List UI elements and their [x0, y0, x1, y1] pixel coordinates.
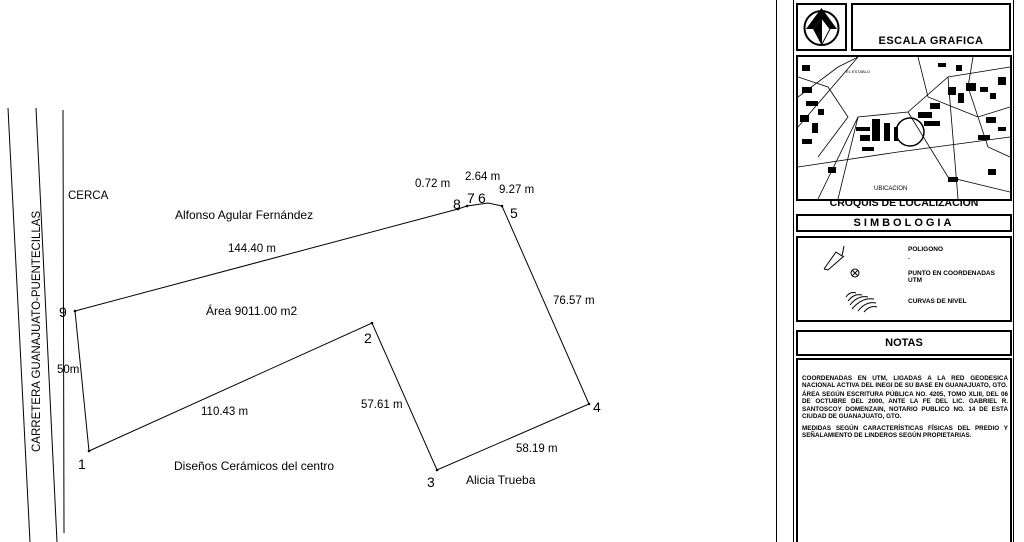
sheet-border: [776, 0, 777, 542]
vertex-label-3: 3: [427, 474, 435, 490]
segment-length-3-4: 58.19 m: [516, 443, 558, 455]
segment-length-9-1: 50m: [57, 364, 80, 376]
fence-label: CERCA: [68, 190, 109, 202]
property-polygon: [75, 203, 589, 470]
legend-label-polygon: POLIGONO: [908, 246, 944, 253]
note-coordinates: COORDENADAS EN UTM, LIGADAS A LA RED GEODESICA NACIONAL ACTIVA DEL INEGI DE SU BASE EN GUANAJUATO, GTO.: [802, 375, 1008, 390]
segment-length-2-3: 57.61 m: [361, 399, 403, 411]
vertex-label-4: 4: [593, 399, 601, 415]
north-arrow-panel: [796, 3, 847, 51]
legend-dot: .: [908, 254, 910, 261]
north-arrow-icon: [798, 5, 845, 49]
segment-length-1-2: 110.43 m: [201, 406, 249, 418]
road-label: CARRETERA GUANAJUATO-PUENTECILLAS: [31, 210, 43, 452]
vertex-label-2: 2: [364, 330, 372, 346]
note-measurements: MEDIDAS SEGÚN CARACTERÍSTICAS FÍSICAS DEL PREDIO Y SEÑALAMIENTO DE LINDEROS SEGÚN PROPIETARIAS.: [802, 425, 1008, 440]
notes-panel: [796, 358, 1012, 542]
vertex-label-7: 7: [467, 190, 475, 206]
location-title: CROQUIS DE LOCALIZACION: [829, 197, 979, 209]
neighbor-north: Alfonso Agular Fernández: [175, 208, 314, 222]
segment-length-5-6: 9.27 m: [499, 184, 535, 196]
symbology-title: SIMBOLOGIA: [853, 217, 955, 229]
area-label: Área 9011.00 m2: [206, 304, 298, 318]
note-area: ÁREA SEGÚN ESCRITURA PÚBLICA NO. 4205, TOMO XLIII, DEL 06 DE OCTUBRE DEL 2000, ANTE LA FE DEL LIC. GABRIEL R. SANTOSCOY DOMENZAIN, NOTARIO PUBLICO NO. 14 DE ESTA CIUDAD DE GUANAJUATO, GTO.: [802, 391, 1008, 421]
neighbor-south: Diseños Cerámicos del centro: [174, 459, 335, 473]
notes-header: [796, 330, 1012, 356]
map-label-establo: EL ESTABLO: [846, 69, 871, 74]
fence-line: [63, 110, 64, 533]
segment-length-8-7: 0.72 m: [415, 178, 451, 190]
location-map: [796, 55, 1012, 201]
vertex-label-6: 6: [478, 190, 486, 206]
notes-title: NOTAS: [885, 337, 923, 349]
vertex-label-1: 1: [78, 456, 86, 472]
legend-label-contours: CURVAS DE NIVEL: [908, 298, 967, 305]
vertex-markers: [74, 205, 591, 472]
contour-lines-icon: [844, 289, 878, 313]
scale-panel: [851, 3, 1011, 51]
segment-length-6-7: 2.64 m: [465, 171, 501, 183]
utm-point-icon: [850, 268, 860, 278]
map-label-ubicacion: UBICACION: [874, 186, 908, 192]
vertex-label-9: 9: [59, 304, 67, 320]
vertex-label-8: 8: [453, 196, 461, 212]
segment-length-4-5: 76.57 m: [553, 295, 595, 307]
neighbor-southeast: Alicia Trueba: [466, 473, 536, 487]
road-edge-west: [8, 108, 30, 542]
location-map-drawing: [798, 57, 1010, 199]
scale-title: ESCALA GRAFICA: [878, 35, 984, 47]
polygon-icon: [822, 242, 848, 272]
symbology-header: [796, 214, 1012, 232]
vertex-label-5: 5: [510, 205, 518, 221]
legend-label-utm: PUNTO EN COORDENADAS UTM: [908, 270, 995, 284]
legend-panel: [796, 236, 1012, 322]
segment-length-8-9: 144.40 m: [228, 243, 276, 255]
